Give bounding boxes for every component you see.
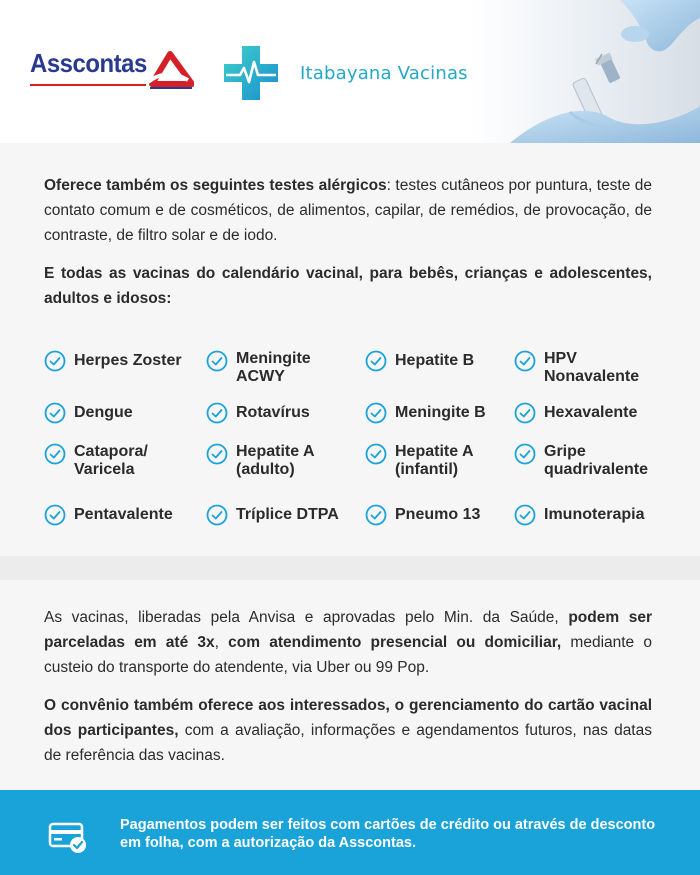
check-circle-icon: [44, 402, 66, 424]
installments-outro: mediante o custeio do transporte do atendente, via Uber ou 99 Pop.: [44, 634, 652, 676]
check-circle-icon: [514, 402, 536, 424]
check-circle-icon: [365, 402, 387, 424]
vaccine-name-line: (infantil): [395, 461, 459, 478]
itabayana-logo-text: Itabayana Vacinas: [300, 62, 468, 84]
vaccine-item: [44, 402, 133, 424]
credit-card-check-icon: [48, 820, 88, 854]
vaccine-name: [236, 506, 339, 524]
vaccine-name-line: Herpes Zoster: [74, 352, 182, 369]
check-circle-icon: [44, 350, 66, 372]
check-circle-icon: [206, 504, 228, 526]
vaccine-name-line: Nonavalente: [544, 368, 640, 385]
vaccine-item: [44, 443, 148, 479]
vaccine-name-line: Varicela: [74, 461, 135, 478]
vaccine-name: [236, 350, 311, 386]
check-circle-icon: [365, 443, 387, 465]
vaccine-item: [365, 504, 480, 526]
vaccine-name-line: Gripe: [544, 443, 586, 460]
vaccine-name: [236, 443, 315, 479]
vaccine-item: [44, 504, 173, 526]
check-circle-icon: [206, 402, 228, 424]
vaccine-name-line: Hepatite A: [395, 443, 474, 460]
vaccine-name-line: quadrivalente: [544, 461, 649, 478]
asscontas-logo-underline: [30, 84, 146, 86]
check-circle-icon: [365, 504, 387, 526]
vaccine-item: [514, 443, 648, 479]
vaccine-item: [206, 402, 310, 424]
vaccine-name: [544, 443, 648, 479]
medical-cross-heartbeat-icon: [222, 44, 280, 102]
info-section: [0, 580, 700, 790]
vaccine-name-line: Rotavírus: [236, 404, 310, 421]
vaccine-item: [206, 504, 339, 526]
payment-footer: [0, 790, 700, 875]
check-circle-icon: [44, 443, 66, 465]
installments-intro: As vacinas, liberadas pela Anvisa e aprovadas pelo Min. da Saúde,: [44, 609, 569, 626]
vaccine-name-line: Pneumo 13: [395, 506, 481, 523]
vaccine-name-line: Tríplice DTPA: [236, 506, 339, 523]
vaccine-name: [74, 506, 173, 524]
asscontas-swoosh-icon: [148, 50, 194, 90]
installments-highlight: podem ser parceladas em até 3x: [44, 609, 653, 651]
card-management-details: com a avaliação, informações e agendamentos futuros, nas datas de referência das vacinas.: [44, 722, 652, 764]
vaccine-name-line: Catapora/: [74, 443, 148, 460]
vaccine-item: [514, 504, 644, 526]
vaccine-name: [395, 352, 474, 370]
card-management-paragraph: [44, 693, 652, 768]
payment-info-text: Pagamentos podem ser feitos com cartões de crédito ou através de desconto em folha, com a autorização da Asscontas.: [120, 817, 656, 851]
vaccine-name-line: ACWY: [236, 368, 285, 385]
allergy-tests-paragraph: [44, 173, 652, 248]
asscontas-logo: [30, 48, 157, 78]
vaccine-item: [365, 402, 486, 424]
service-mode-highlight: com atendimento presencial ou domiciliar,: [228, 634, 562, 651]
check-circle-icon: [514, 504, 536, 526]
vaccine-name: [544, 506, 644, 524]
vaccine-item: [365, 443, 474, 479]
allergy-tests-lead: Oferece também os seguintes testes alérgicos: [44, 177, 387, 194]
vaccine-item: [44, 350, 182, 372]
section-divider: [0, 556, 700, 580]
vaccine-item: [365, 350, 474, 372]
vaccine-name-line: Meningite B: [395, 404, 486, 421]
vaccine-name-line: Pentavalente: [74, 506, 173, 523]
vaccine-name: [395, 443, 474, 479]
vaccine-name: [74, 404, 133, 422]
vaccine-name: [236, 404, 310, 422]
vaccine-name-line: Dengue: [74, 404, 133, 421]
check-circle-icon: [514, 443, 536, 465]
calendar-intro: E todas as vacinas do calendário vacinal, para bebês, crianças e adolescentes, adultos e idosos:: [44, 265, 652, 307]
vaccine-name: [544, 404, 637, 422]
vaccine-item: [206, 350, 311, 386]
vaccine-name: [74, 443, 148, 479]
vaccine-name-line: (adulto): [236, 461, 295, 478]
check-circle-icon: [206, 350, 228, 372]
allergy-tests-list: : testes cutâneos por puntura, teste de contato comum e de cosméticos, de alimentos, capilar, de remédios, de provocação, de contraste, de filtro solar e de iodo.: [44, 177, 652, 244]
check-circle-icon: [44, 504, 66, 526]
check-circle-icon: [206, 443, 228, 465]
vaccine-name: [544, 350, 639, 386]
vaccine-name-line: Hepatite A: [236, 443, 315, 460]
check-circle-icon: [365, 350, 387, 372]
installments-paragraph: [44, 605, 652, 680]
asscontas-logo-text: Asscontas: [30, 48, 147, 78]
vaccine-name-line: Meningite: [236, 350, 311, 367]
vaccine-item: [514, 402, 637, 424]
main-section: [0, 143, 700, 556]
vaccine-name: [74, 352, 182, 370]
vaccine-name-line: Hepatite B: [395, 352, 475, 369]
vaccine-name: [395, 404, 486, 422]
vaccine-name-line: HPV: [544, 350, 577, 367]
vaccine-item: [514, 350, 639, 386]
check-circle-icon: [514, 350, 536, 372]
vaccine-name-line: Imunoterapia: [544, 506, 645, 523]
installments-comma: ,: [214, 634, 229, 651]
vaccine-name-line: Hexavalente: [544, 404, 638, 421]
vaccine-item: [206, 443, 315, 479]
vaccine-photo: [470, 0, 700, 143]
vaccine-name: [395, 506, 480, 524]
itabayana-logo: [222, 44, 468, 102]
header: [0, 0, 700, 143]
card-management-highlight: O convênio também oferece aos interessados, o gerenciamento do cartão vacinal dos participantes,: [44, 697, 652, 739]
